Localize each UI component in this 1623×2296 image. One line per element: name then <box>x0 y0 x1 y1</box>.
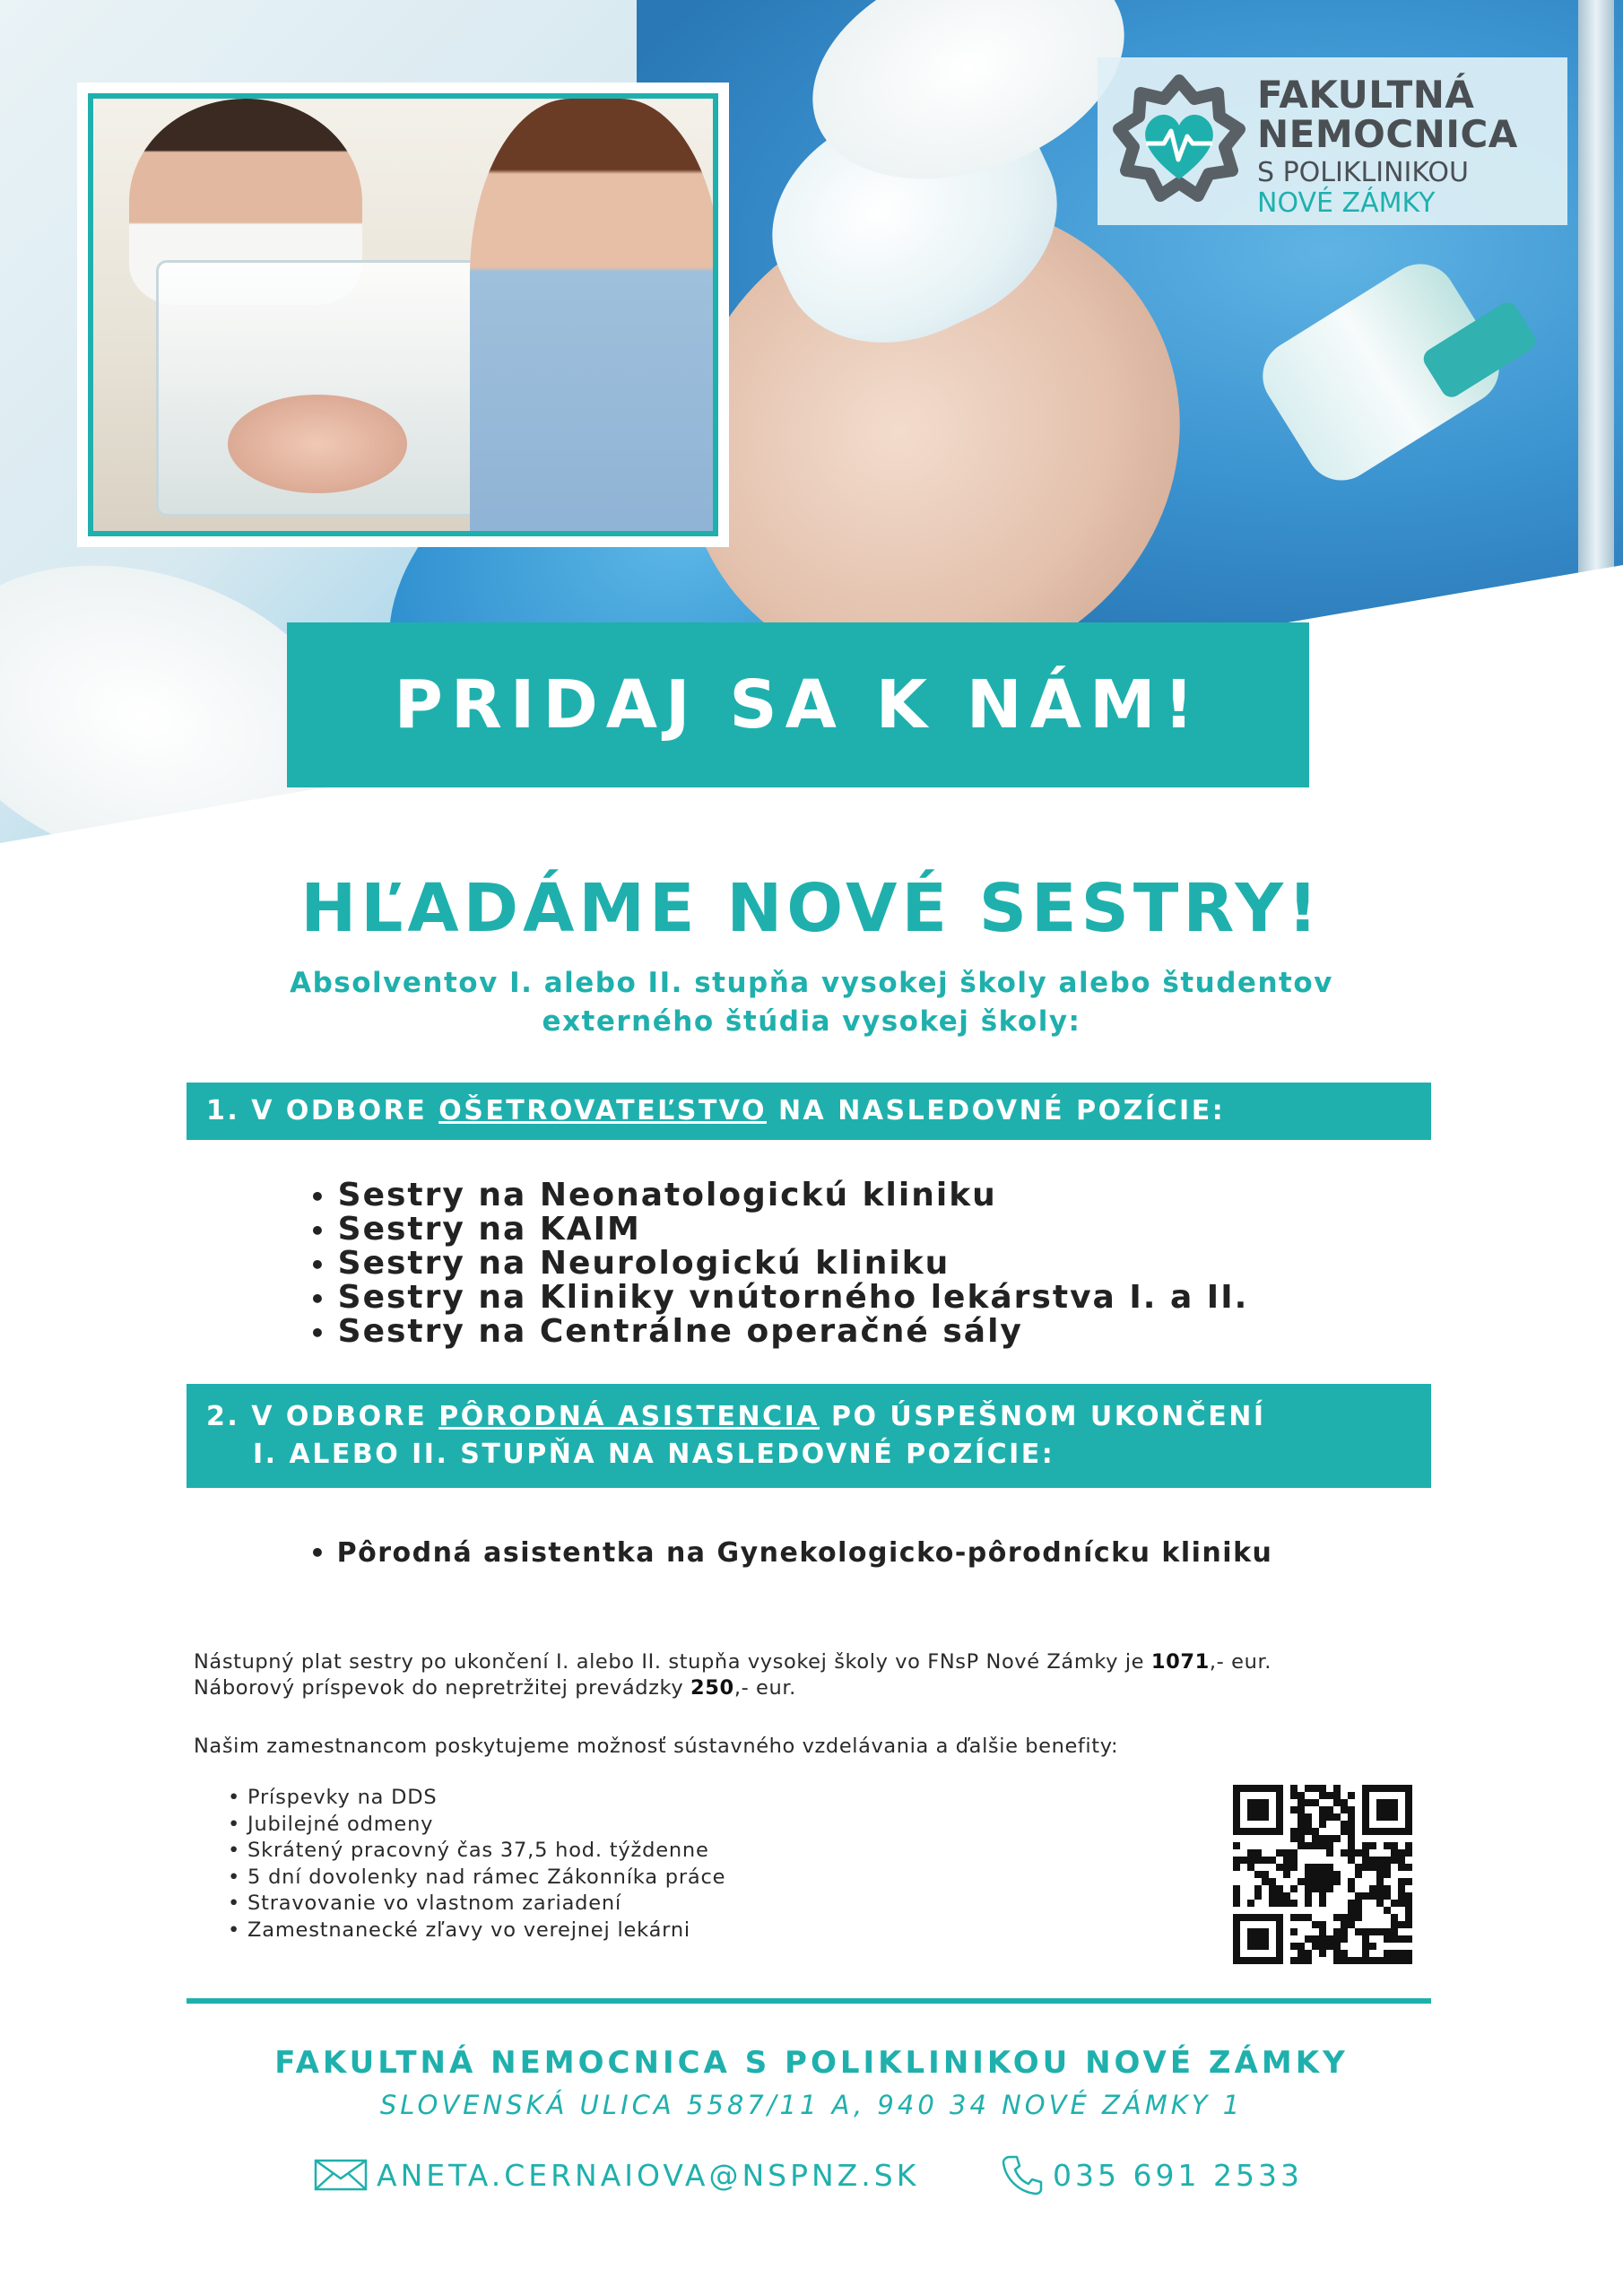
section-2-line-2: I. ALEBO II. STUPŇA NA NASLEDOVNÉ POZÍCIE: <box>253 1439 1055 1470</box>
list-item: • Sestry na Kliniky vnútorného lekárstva I. a II. <box>309 1282 1248 1316</box>
email-address[interactable]: ANETA.CERNAIOVA@NSPNZ.SK <box>377 2157 920 2193</box>
bonus-value: 250 <box>690 1676 734 1700</box>
list-item: • 5 dní dovolenky nad rámec Zákonníka práce <box>228 1865 725 1892</box>
logo-line-4: NOVÉ ZÁMKY <box>1257 187 1436 219</box>
bonus-text: Náborový príspevok do nepretržitej prevádzky <box>194 1676 691 1700</box>
list-item: • Sestry na Centrálne operačné sály <box>309 1316 1248 1350</box>
nurse-right <box>470 99 718 536</box>
email-contact[interactable] <box>314 2152 919 2197</box>
list-item: • Stravovanie vo vlastnom zariadení <box>228 1891 725 1918</box>
logo-line-1: FAKULTNÁ <box>1257 73 1475 117</box>
phone-number[interactable]: 035 691 2533 <box>1053 2157 1303 2193</box>
newborn <box>228 395 407 493</box>
envelope-icon <box>314 2159 368 2191</box>
list-item: • Skrátený pracovný čas 37,5 hod. týždenne <box>228 1838 725 1865</box>
heart-gear-icon <box>1112 74 1246 208</box>
list-item: • Príspevky na DDS <box>228 1785 725 1812</box>
footer-address: SLOVENSKÁ ULICA 5587/11 A, 940 34 NOVÉ ZÁMKY 1 <box>379 2090 1244 2120</box>
salary-info <box>194 1649 1449 1701</box>
phone-icon <box>1001 2153 1044 2196</box>
phone-contact[interactable] <box>1001 2152 1303 2197</box>
salary-value: 1071 <box>1150 1650 1210 1674</box>
section-1-positions <box>309 1179 1248 1350</box>
section-1-header <box>187 1083 1431 1140</box>
section-2-suffix: PO ÚSPEŠNOM UKONČENÍ <box>830 1401 1266 1432</box>
hospital-logo <box>1098 57 1567 225</box>
bonus-unit: ,- eur. <box>733 1676 796 1700</box>
section-1-field: OŠETROVATEĽSTVO <box>438 1095 767 1126</box>
footer-hospital-name: FAKULTNÁ NEMOCNICA S POLIKLINIKOU NOVÉ ZÁMKY <box>274 2045 1349 2081</box>
list-item: • Pôrodná asistentka na Gynekologicko-pôrodnícku kliniku <box>309 1537 1272 1570</box>
banner-text: PRIDAJ SA K NÁM! <box>394 666 1202 744</box>
benefits-intro: Našim zamestnancom poskytujeme možnosť sústavného vzdelávania a ďalšie benefity: <box>194 1735 1119 1758</box>
page-title: HĽADÁME NOVÉ SESTRY! <box>300 870 1323 947</box>
section-2-positions <box>309 1537 1272 1570</box>
list-item: • Sestry na KAIM <box>309 1213 1248 1248</box>
salary-text: Nástupný plat sestry po ukončení I. alebo II. stupňa vysokej školy vo FNsP Nové Zámky je <box>194 1650 1151 1674</box>
salary-unit: ,- eur. <box>1209 1650 1271 1674</box>
section-2-prefix: 2. V ODBORE <box>206 1401 428 1432</box>
qr-code-icon[interactable] <box>1233 1785 1412 1964</box>
section-1-prefix: 1. V ODBORE <box>206 1095 428 1126</box>
footer-divider <box>187 1998 1431 2004</box>
join-us-banner <box>287 622 1309 787</box>
benefits-list <box>228 1785 725 1944</box>
section-1-suffix: NA NASLEDOVNÉ POZÍCIE: <box>777 1095 1226 1126</box>
list-item: • Sestry na Neurologickú kliniku <box>309 1248 1248 1282</box>
logo-line-2: NEMOCNICA <box>1257 112 1518 156</box>
section-2-field: PÔRODNÁ ASISTENCIA <box>438 1401 820 1432</box>
list-item: • Sestry na Neonatologickú kliniku <box>309 1179 1248 1213</box>
nurses-photo-frame <box>88 93 718 536</box>
section-2-header <box>187 1384 1431 1488</box>
list-item: • Jubilejné odmeny <box>228 1812 725 1839</box>
nurses-photo <box>77 83 729 547</box>
subtitle-line-2: externého štúdia vysokej školy: <box>542 1005 1081 1038</box>
subtitle-line-1: Absolventov I. alebo II. stupňa vysokej školy alebo študentov <box>290 967 1333 999</box>
logo-line-3: S POLIKLINIKOU <box>1257 157 1469 188</box>
page-subtitle <box>197 964 1426 1041</box>
list-item: • Zamestnanecké zľavy vo verejnej lekárni <box>228 1918 725 1944</box>
